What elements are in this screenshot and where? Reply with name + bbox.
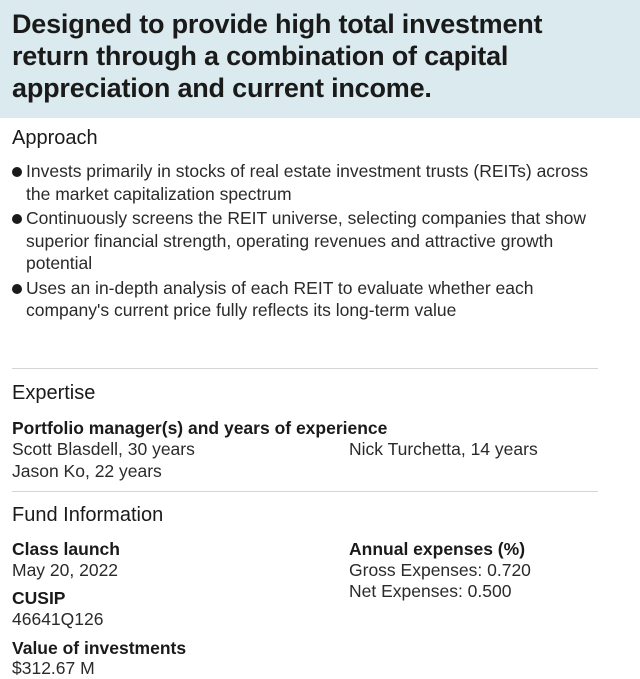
bullet-dot-icon xyxy=(12,214,22,224)
portfolio-managers-label: Portfolio manager(s) and years of experience xyxy=(12,418,388,438)
approach-bullet-text: Invests primarily in stocks of real estate investment trusts (REITs) across the market capitalization spectrum xyxy=(26,161,589,204)
approach-bullet-text: Uses an in-depth analysis of each REIT to evaluate whether each company's current price fully reflects its long-term value xyxy=(26,277,534,320)
value-of-investments-value: $312.67 M xyxy=(12,658,95,678)
approach-bullet-text: Continuously screens the REIT universe, selecting companies that show superior financial strength, operating revenues and attractive growth potential xyxy=(26,208,586,273)
cusip-value: 46641Q126 xyxy=(12,609,104,629)
approach-bullet xyxy=(12,277,612,322)
approach-bullet xyxy=(12,160,612,205)
fund-information-heading: Fund Information xyxy=(12,504,164,526)
expertise-heading: Expertise xyxy=(12,382,96,404)
net-expenses-value: Net Expenses: 0.500 xyxy=(349,581,512,601)
value-of-investments-label: Value of investments xyxy=(12,638,187,658)
class-launch-label: Class launch xyxy=(12,539,120,559)
approach-bullet xyxy=(12,207,612,275)
class-launch-value: May 20, 2022 xyxy=(12,560,119,580)
section-divider xyxy=(12,368,598,369)
page-title: Designed to provide high total investment return through a combination of capital appreciation and current income. xyxy=(12,9,543,103)
section-divider xyxy=(12,491,598,492)
bullet-dot-icon xyxy=(12,284,22,294)
manager-name: Scott Blasdell, 30 years xyxy=(12,439,195,459)
manager-name: Jason Ko, 22 years xyxy=(12,461,162,481)
manager-name: Nick Turchetta, 14 years xyxy=(349,439,538,459)
approach-heading: Approach xyxy=(12,127,98,149)
cusip-label: CUSIP xyxy=(12,588,66,608)
annual-expenses-label: Annual expenses (%) xyxy=(349,539,526,559)
bullet-dot-icon xyxy=(12,167,22,177)
gross-expenses-value: Gross Expenses: 0.720 xyxy=(349,560,531,580)
approach-bullet-list xyxy=(12,160,612,324)
